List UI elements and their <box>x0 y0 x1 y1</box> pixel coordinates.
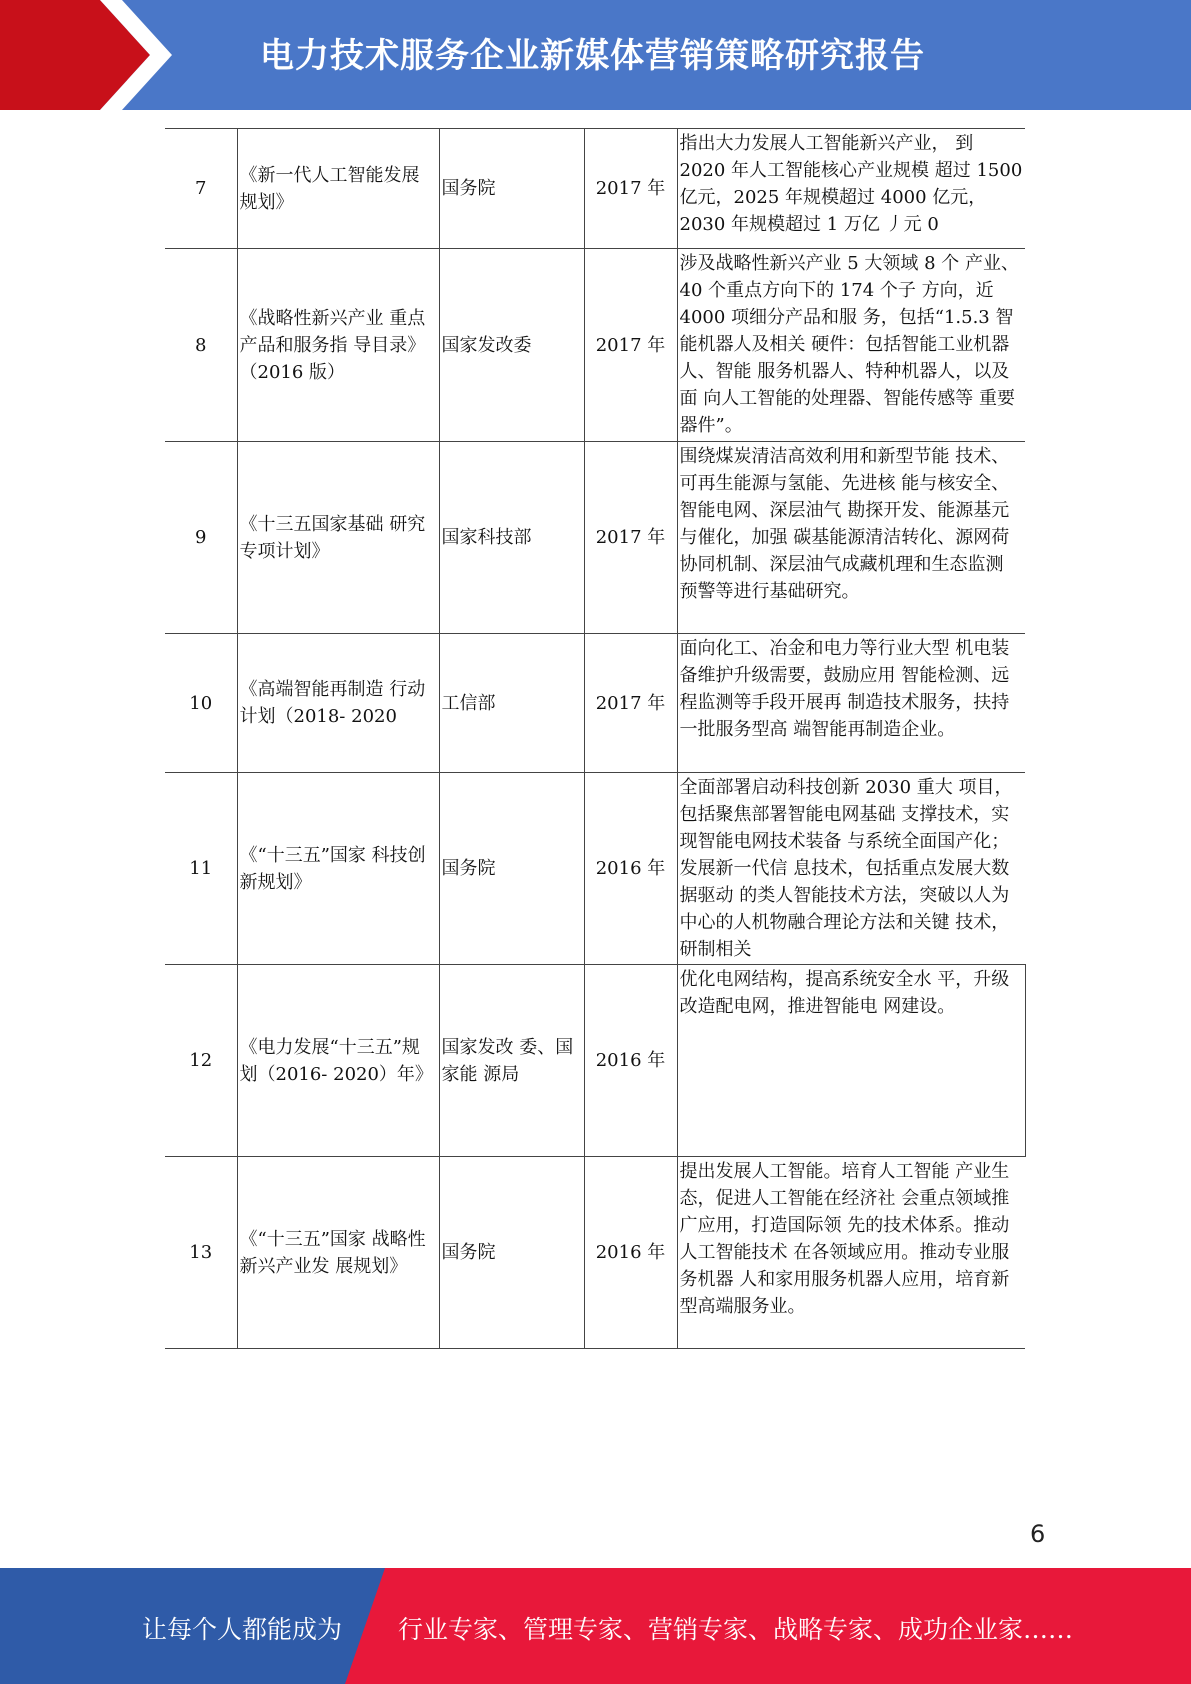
policy-name: 《十三五国家基础 研究专项计划》 <box>237 442 439 634</box>
policy-name: 《新一代人工智能发展规划》 <box>237 129 439 249</box>
year: 2016 年 <box>584 965 677 1157</box>
row-number: 8 <box>165 249 237 442</box>
policy-name: 《电力发展“十三五”规划（2016- 2020）年》 <box>237 965 439 1157</box>
year: 2017 年 <box>584 442 677 634</box>
policy-content: 优化电网结构，提高系统安全水 平，升级改造配电网，推进智能电 网建设。 <box>677 965 1025 1157</box>
policy-content: 提出发展人工智能。培育人工智能 产业生态，促进人工智能在经济社 会重点领域推广应用，打造国际领 先的技术体系。推动人工智能技术 在各领域应用。推动专业服务机器 人和家用服务机器人应用，培育新 型高端服务业。 <box>677 1157 1025 1349</box>
policy-content: 全面部署启动科技创新 2030 重大 项目，包括聚焦部署智能电网基础 支撑技术，实现智能电网技术装备 与系统全面国产化；发展新一代信 息技术，包括重点发展大数据驱动 的类人智能技术方法，突破以人为 中心的人机物融合理论方法和关键 技术，研制相关 <box>677 773 1025 965</box>
row-number: 10 <box>165 634 237 773</box>
policy-content: 指出大力发展人工智能新兴产业， 到 2020 年人工智能核心产业规模 超过 1500 亿元，2025 年规模超过 4000 亿元，2030 年规模超过 1 万亿 丿元 0 <box>677 129 1025 249</box>
year: 2016 年 <box>584 773 677 965</box>
row-number: 12 <box>165 965 237 1157</box>
policy-name: 《“十三五”国家 科技创新规划》 <box>237 773 439 965</box>
issuer: 国务院 <box>439 129 584 249</box>
table-row <box>165 773 1025 965</box>
policy-name: 《“十三五”国家 战略性新兴产业发 展规划》 <box>237 1157 439 1349</box>
footer-slogan-right: 行业专家、管理专家、营销专家、战略专家、成功企业家…… <box>398 1615 1074 1644</box>
policy-content: 面向化工、冶金和电力等行业大型 机电装备维护升级需要，鼓励应用 智能检测、远程监测等手段开展再 制造技术服务，扶持一批服务型高 端智能再制造企业。 <box>677 634 1025 773</box>
policy-content: 围绕煤炭清洁高效利用和新型节能 技术、可再生能源与氢能、先进核 能与核安全、智能电网、深层油气 勘探开发、能源基元与催化，加强 碳基能源清洁转化、源网荷协同机制、深层油气成藏机理和生态监测 预警等进行基础研究。 <box>677 442 1025 634</box>
issuer: 国务院 <box>439 773 584 965</box>
year: 2017 年 <box>584 249 677 442</box>
issuer: 国家发改 委、国家能 源局 <box>439 965 584 1157</box>
table-row <box>165 965 1025 1157</box>
report-title: 电力技术服务企业新媒体营销策略研究报告 <box>260 36 925 76</box>
table-row <box>165 249 1025 442</box>
year: 2016 年 <box>584 1157 677 1349</box>
page-number: 6 <box>1030 1520 1046 1548</box>
table-row <box>165 442 1025 634</box>
issuer: 国家科技部 <box>439 442 584 634</box>
footer-banner <box>0 1568 1191 1684</box>
policy-name: 《战略性新兴产业 重点产品和服务指 导目录》（2016 版） <box>237 249 439 442</box>
policy-table <box>165 128 1026 1349</box>
table-row <box>165 129 1025 249</box>
policy-name: 《高端智能再制造 行动计划（2018- 2020 <box>237 634 439 773</box>
policy-content: 涉及战略性新兴产业 5 大领域 8 个 产业、40 个重点方向下的 174 个子 方向，近 4000 项细分产品和服 务，包括“1.5.3 智能机器人及相关 硬件：包括智能工业机器人、智能 服务机器人、特种机器人，以及面 向人工智能的处理器、智能传感等 重要器件”。 <box>677 249 1025 442</box>
header-banner <box>0 0 1191 110</box>
issuer: 国务院 <box>439 1157 584 1349</box>
issuer: 国家发改委 <box>439 249 584 442</box>
table-row <box>165 1157 1025 1349</box>
footer-slogan-left: 让每个人都能成为 <box>142 1615 343 1644</box>
issuer: 工信部 <box>439 634 584 773</box>
row-number: 9 <box>165 442 237 634</box>
year: 2017 年 <box>584 634 677 773</box>
row-number: 13 <box>165 1157 237 1349</box>
row-number: 11 <box>165 773 237 965</box>
table-row <box>165 634 1025 773</box>
row-number: 7 <box>165 129 237 249</box>
year: 2017 年 <box>584 129 677 249</box>
